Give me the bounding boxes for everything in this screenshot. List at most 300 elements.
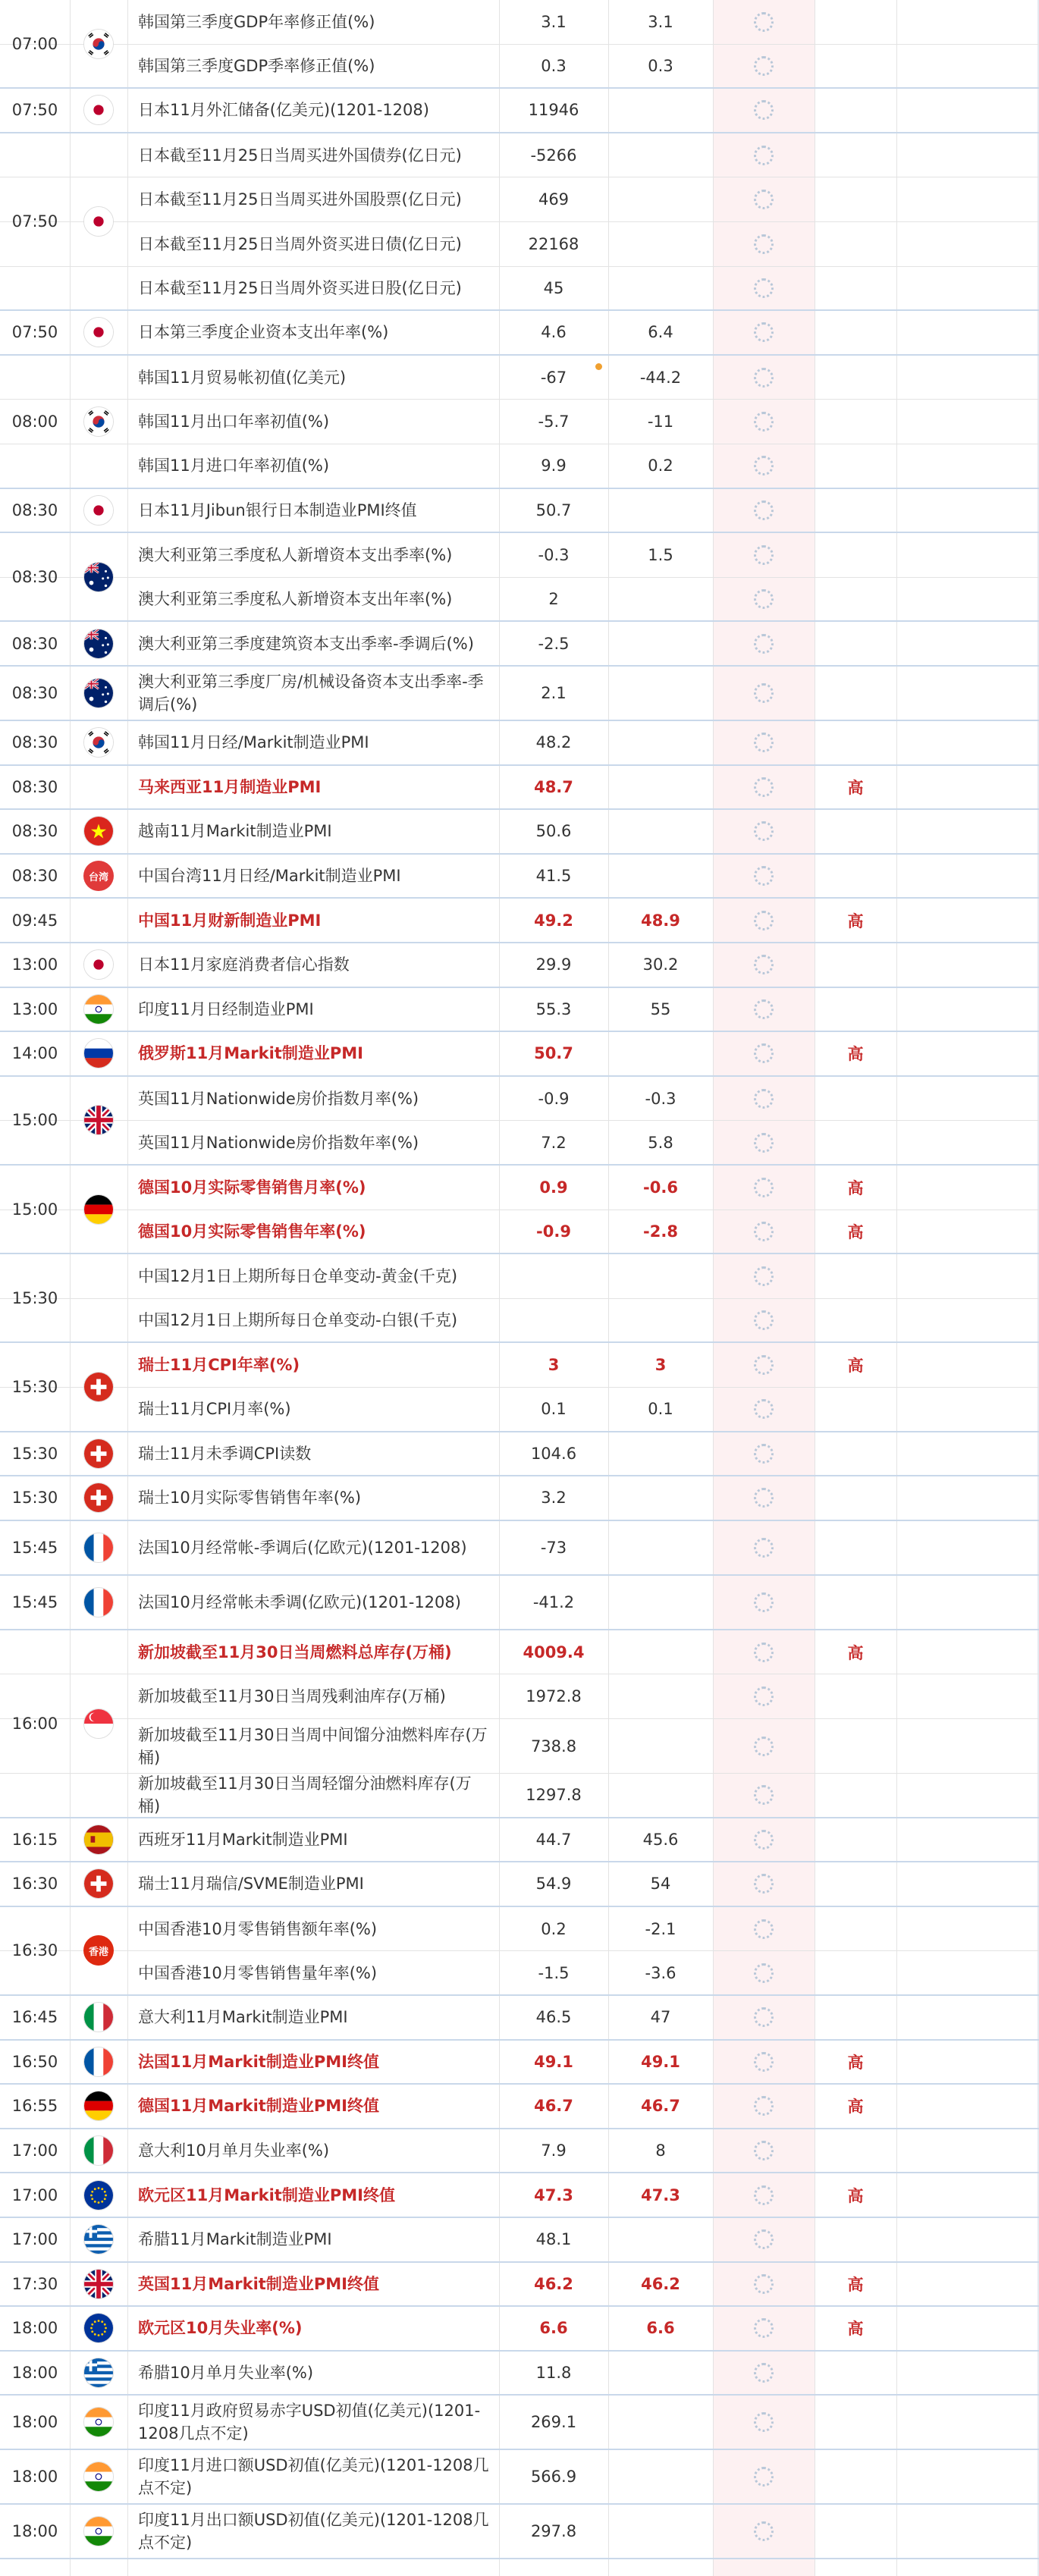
country-flag-cell bbox=[70, 1254, 127, 1341]
actual-value bbox=[713, 2396, 815, 2449]
time-group bbox=[0, 2352, 127, 2396]
eurozone-flag-icon bbox=[83, 2180, 114, 2210]
previous-value: -0.9 bbox=[538, 1089, 570, 1108]
forecast-value: 6.4 bbox=[648, 323, 673, 342]
forecast-value: 0.2 bbox=[648, 457, 673, 475]
switzerland-flag-icon bbox=[83, 1868, 114, 1899]
actual-value bbox=[713, 2218, 815, 2261]
previous-value: 50.7 bbox=[534, 1044, 573, 1063]
blank-cell bbox=[896, 1951, 1037, 1994]
loading-spinner-icon bbox=[754, 733, 774, 752]
time-group bbox=[0, 489, 127, 534]
blank-cell bbox=[896, 1121, 1037, 1164]
importance-label: 高 bbox=[847, 911, 864, 930]
forecast-value bbox=[608, 1299, 713, 1342]
event-row[interactable] bbox=[0, 1254, 1039, 1299]
blank-cell bbox=[896, 2505, 1037, 2558]
importance-label bbox=[815, 1576, 896, 1629]
event-row[interactable] bbox=[0, 1996, 1039, 2041]
actual-value bbox=[713, 988, 815, 1031]
country-flag-cell bbox=[70, 489, 127, 532]
india-flag-icon bbox=[83, 2516, 114, 2546]
event-name: 韩国11月进口年率初值(%) bbox=[138, 457, 330, 475]
actual-value bbox=[713, 311, 815, 354]
loading-spinner-icon bbox=[754, 1444, 774, 1464]
event-row[interactable] bbox=[0, 2396, 1039, 2450]
loading-spinner-icon bbox=[754, 1089, 774, 1109]
italy-flag-icon bbox=[83, 2135, 114, 2166]
time-group bbox=[0, 533, 127, 622]
event-row[interactable] bbox=[0, 1032, 1039, 1077]
event-row[interactable] bbox=[0, 1521, 1039, 1576]
country-flag-cell bbox=[70, 1077, 127, 1164]
time-group bbox=[0, 1432, 127, 1477]
event-time: 16:45 bbox=[11, 2008, 58, 2027]
event-name: 中国11月财新制造业PMI bbox=[138, 911, 322, 930]
time-group bbox=[0, 2085, 127, 2129]
actual-value bbox=[713, 400, 815, 444]
blank-cell bbox=[896, 1254, 1037, 1298]
actual-value bbox=[713, 766, 815, 809]
event-name: 日本11月家庭消费者信心指数 bbox=[138, 955, 350, 974]
actual-value bbox=[713, 899, 815, 942]
previous-value: 49.2 bbox=[534, 911, 573, 930]
country-flag-cell bbox=[70, 533, 127, 620]
actual-value bbox=[713, 444, 815, 488]
actual-value bbox=[713, 2352, 815, 2395]
country-flag-cell bbox=[70, 2173, 127, 2217]
country-flag-cell bbox=[70, 721, 127, 764]
actual-value bbox=[713, 810, 815, 853]
loading-spinner-icon bbox=[754, 2412, 774, 2432]
importance-label: 高 bbox=[847, 2320, 864, 2339]
actual-value bbox=[713, 578, 815, 621]
eurozone-flag-icon bbox=[83, 2313, 114, 2343]
country-flag-cell bbox=[70, 2041, 127, 2084]
time-group bbox=[0, 1630, 127, 1818]
importance-label: 高 bbox=[847, 2186, 864, 2205]
importance-label bbox=[815, 1077, 896, 1121]
importance-label bbox=[815, 1719, 896, 1773]
forecast-value: 49.1 bbox=[641, 2052, 680, 2071]
previous-value: 0.2 bbox=[541, 1919, 567, 1938]
event-row[interactable] bbox=[0, 1388, 1039, 1432]
country-flag-cell bbox=[70, 2085, 127, 2128]
event-row[interactable] bbox=[0, 1630, 1039, 1675]
event-row[interactable] bbox=[0, 45, 1039, 89]
blank-cell bbox=[896, 1476, 1037, 1520]
country-flag-cell bbox=[70, 899, 127, 942]
event-row[interactable] bbox=[0, 2505, 1039, 2559]
blank-cell bbox=[896, 1907, 1037, 1951]
event-row[interactable] bbox=[0, 0, 1039, 45]
event-name: 日本11月外汇储备(亿美元)(1201-1208) bbox=[138, 101, 429, 120]
actual-value bbox=[713, 1674, 815, 1718]
importance-label bbox=[815, 267, 896, 310]
event-row[interactable] bbox=[0, 766, 1039, 811]
forecast-value: 48.9 bbox=[641, 911, 680, 930]
country-flag-cell bbox=[70, 1432, 127, 1476]
time-group bbox=[0, 1996, 127, 2041]
loading-spinner-icon bbox=[754, 2521, 774, 2541]
event-name: 中国香港10月零售销售量年率(%) bbox=[138, 1963, 378, 1982]
event-row[interactable] bbox=[0, 2173, 1039, 2218]
blank-cell bbox=[896, 400, 1037, 444]
event-row[interactable] bbox=[0, 2129, 1039, 2174]
event-row[interactable] bbox=[0, 133, 1039, 178]
loading-spinner-icon bbox=[754, 1538, 774, 1558]
blank-cell bbox=[896, 1210, 1037, 1253]
previous-value: 50.7 bbox=[535, 500, 572, 519]
forecast-value bbox=[608, 1476, 713, 1520]
event-row[interactable] bbox=[0, 311, 1039, 356]
event-row[interactable] bbox=[0, 855, 1039, 899]
event-name: 西班牙11月Markit制造业PMI bbox=[138, 1830, 348, 1849]
event-row[interactable] bbox=[0, 1299, 1039, 1344]
importance-label bbox=[815, 2450, 896, 2503]
actual-value bbox=[713, 45, 815, 88]
country-flag-cell bbox=[70, 0, 127, 87]
event-name: 希腊10月单月失业率(%) bbox=[138, 2364, 314, 2383]
india-flag-icon bbox=[83, 994, 114, 1024]
event-name: 日本11月Jibun银行日本制造业PMI终值 bbox=[138, 500, 417, 519]
actual-value bbox=[713, 267, 815, 310]
importance-label: 高 bbox=[847, 1222, 864, 1241]
event-row[interactable] bbox=[0, 1951, 1039, 1996]
event-row[interactable] bbox=[0, 2352, 1039, 2396]
country-flag-cell bbox=[70, 2352, 127, 2395]
event-row[interactable] bbox=[0, 1077, 1039, 1122]
time-group bbox=[0, 133, 127, 311]
forecast-value: 46.2 bbox=[641, 2274, 680, 2293]
loading-spinner-icon bbox=[754, 322, 774, 342]
blank-cell bbox=[896, 855, 1037, 898]
forecast-value: 1.5 bbox=[648, 545, 673, 564]
event-row[interactable] bbox=[0, 444, 1039, 489]
event-name: 瑞士11月未季调CPI读数 bbox=[138, 1444, 312, 1463]
actual-value bbox=[713, 1818, 815, 1862]
loading-spinner-icon bbox=[754, 1874, 774, 1894]
loading-spinner-icon bbox=[754, 190, 774, 209]
country-flag-cell bbox=[70, 1521, 127, 1574]
australia-flag-icon bbox=[83, 678, 114, 708]
country-flag-cell bbox=[70, 943, 127, 987]
singapore-flag-icon bbox=[83, 1708, 114, 1739]
blank-cell bbox=[896, 222, 1037, 266]
italy-flag-icon bbox=[83, 2002, 114, 2032]
importance-label bbox=[815, 1674, 896, 1718]
actual-value bbox=[713, 1432, 815, 1476]
time-group bbox=[0, 1343, 127, 1432]
forecast-value bbox=[608, 2396, 713, 2449]
event-row[interactable] bbox=[0, 1674, 1039, 1719]
greece-flag-icon bbox=[83, 2224, 114, 2254]
loading-spinner-icon bbox=[754, 1399, 774, 1419]
time-group bbox=[0, 988, 127, 1033]
previous-value: -67 bbox=[540, 368, 567, 387]
forecast-value bbox=[608, 1032, 713, 1075]
time-group bbox=[0, 1818, 127, 1863]
time-group bbox=[0, 1521, 127, 1576]
forecast-value bbox=[608, 1674, 713, 1718]
south-korea-flag-icon bbox=[83, 406, 114, 437]
actual-value bbox=[713, 855, 815, 898]
forecast-value bbox=[608, 721, 713, 764]
actual-value bbox=[713, 2085, 815, 2128]
event-row[interactable] bbox=[0, 89, 1039, 133]
actual-value bbox=[713, 1907, 815, 1951]
country-flag-cell bbox=[70, 622, 127, 665]
importance-label: 高 bbox=[847, 2275, 864, 2294]
event-row[interactable] bbox=[0, 1862, 1039, 1907]
previous-value: -1.5 bbox=[538, 1963, 570, 1982]
importance-label: 高 bbox=[847, 2098, 864, 2116]
event-name: 马来西亚11月制造业PMI bbox=[138, 777, 322, 796]
loading-spinner-icon bbox=[754, 1310, 774, 1330]
actual-value bbox=[713, 1343, 815, 1387]
event-name: 欧元区11月Markit制造业PMI终值 bbox=[138, 2185, 395, 2204]
country-flag-cell bbox=[70, 1032, 127, 1075]
importance-label bbox=[815, 133, 896, 177]
actual-value bbox=[713, 1476, 815, 1520]
germany-flag-icon bbox=[83, 1194, 114, 1225]
importance-label bbox=[815, 1862, 896, 1906]
loading-spinner-icon bbox=[754, 56, 774, 76]
time-group bbox=[0, 1476, 127, 1521]
event-row[interactable] bbox=[0, 2263, 1039, 2308]
previous-value: 4009.4 bbox=[523, 1643, 585, 1661]
previous-value: 469 bbox=[538, 190, 570, 209]
previous-value: 297.8 bbox=[530, 2522, 577, 2541]
event-row[interactable] bbox=[0, 1907, 1039, 1952]
actual-value bbox=[713, 222, 815, 266]
actual-value bbox=[713, 0, 815, 44]
event-row[interactable] bbox=[0, 2041, 1039, 2085]
india-flag-icon bbox=[83, 2461, 114, 2492]
previous-value: 1972.8 bbox=[526, 1687, 582, 1706]
actual-value bbox=[713, 2129, 815, 2173]
actual-value bbox=[713, 1576, 815, 1629]
loading-spinner-icon bbox=[754, 1592, 774, 1612]
japan-flag-icon bbox=[83, 495, 114, 526]
blank-cell bbox=[896, 311, 1037, 354]
forecast-value: -3.6 bbox=[645, 1963, 676, 1982]
event-time: 16:30 bbox=[11, 1941, 58, 1960]
blank-cell bbox=[896, 667, 1037, 720]
event-name: 意大利11月Markit制造业PMI bbox=[138, 2008, 348, 2027]
actual-value bbox=[713, 1388, 815, 1431]
country-flag-cell bbox=[70, 1166, 127, 1253]
event-name: 瑞士11月CPI月率(%) bbox=[138, 1400, 291, 1419]
forecast-value: 47.3 bbox=[641, 2185, 680, 2204]
event-time: 07:50 bbox=[11, 323, 58, 342]
loading-spinner-icon bbox=[754, 1178, 774, 1197]
importance-label bbox=[815, 1951, 896, 1994]
loading-spinner-icon bbox=[754, 100, 774, 120]
event-row[interactable] bbox=[0, 2450, 1039, 2505]
actual-value bbox=[713, 489, 815, 532]
forecast-value: -2.8 bbox=[643, 1222, 678, 1241]
event-row[interactable] bbox=[0, 988, 1039, 1033]
event-row[interactable] bbox=[0, 2218, 1039, 2263]
event-row[interactable] bbox=[0, 1210, 1039, 1255]
blank-cell bbox=[896, 2307, 1037, 2350]
event-row[interactable] bbox=[0, 899, 1039, 943]
event-name: 法国11月Markit制造业PMI终值 bbox=[138, 2052, 379, 2071]
event-row[interactable] bbox=[0, 489, 1039, 534]
event-time: 14:00 bbox=[11, 1044, 58, 1063]
blank-cell bbox=[896, 2129, 1037, 2173]
event-row[interactable] bbox=[0, 622, 1039, 667]
loading-spinner-icon bbox=[754, 1737, 774, 1756]
event-row[interactable] bbox=[0, 1818, 1039, 1863]
event-row[interactable] bbox=[0, 267, 1039, 312]
event-time: 16:55 bbox=[11, 2097, 58, 2116]
event-row[interactable] bbox=[0, 2307, 1039, 2352]
event-time: 18:00 bbox=[11, 2522, 58, 2541]
loading-spinner-icon bbox=[754, 1133, 774, 1153]
forecast-value: 0.3 bbox=[648, 56, 673, 75]
country-flag-cell bbox=[70, 1343, 127, 1430]
actual-value bbox=[713, 2263, 815, 2306]
event-time: 18:00 bbox=[11, 2413, 58, 2432]
forecast-value bbox=[608, 766, 713, 809]
event-row[interactable] bbox=[0, 177, 1039, 222]
loading-spinner-icon bbox=[754, 866, 774, 886]
previous-value: 45 bbox=[543, 278, 564, 297]
loading-spinner-icon bbox=[754, 2229, 774, 2249]
importance-label: 高 bbox=[847, 1357, 864, 1376]
forecast-value bbox=[608, 2450, 713, 2503]
event-name: 日本截至11月25日当周买进外国债券(亿日元) bbox=[138, 146, 462, 165]
loading-spinner-icon bbox=[754, 777, 774, 797]
event-row[interactable] bbox=[0, 1432, 1039, 1477]
blank-cell bbox=[896, 1343, 1037, 1387]
event-name: 日本截至11月25日当周外资买进日债(亿日元) bbox=[138, 234, 462, 253]
previous-value: 55.3 bbox=[535, 999, 572, 1018]
event-name: 中国12月1日上期所每日仓单变动-黄金(千克) bbox=[138, 1266, 458, 1285]
event-row[interactable] bbox=[0, 1166, 1039, 1210]
previous-value: 11946 bbox=[528, 101, 579, 120]
event-row[interactable] bbox=[0, 1576, 1039, 1630]
country-flag-cell bbox=[70, 766, 127, 809]
forecast-value bbox=[608, 2352, 713, 2395]
loading-spinner-icon bbox=[754, 1686, 774, 1706]
previous-value: -0.3 bbox=[538, 545, 570, 564]
actual-value bbox=[713, 177, 815, 221]
time-group bbox=[0, 667, 127, 721]
event-time: 08:30 bbox=[11, 684, 58, 702]
event-row[interactable] bbox=[0, 222, 1039, 267]
event-name: 日本截至11月25日当周外资买进日股(亿日元) bbox=[138, 278, 462, 297]
previous-value: 3.2 bbox=[541, 1489, 567, 1508]
forecast-value: 45.6 bbox=[642, 1830, 679, 1849]
event-row[interactable] bbox=[0, 1476, 1039, 1521]
actual-value bbox=[713, 89, 815, 132]
blank-cell bbox=[896, 721, 1037, 764]
event-row[interactable] bbox=[0, 533, 1039, 578]
blank-cell bbox=[896, 1862, 1037, 1906]
importance-label bbox=[815, 533, 896, 577]
blank-cell bbox=[896, 1432, 1037, 1476]
previous-value: 4.6 bbox=[541, 323, 567, 342]
importance-label bbox=[815, 1907, 896, 1951]
event-row[interactable] bbox=[0, 943, 1039, 988]
event-row[interactable] bbox=[0, 1343, 1039, 1388]
event-row[interactable] bbox=[0, 2085, 1039, 2129]
event-name: 印度11月日经制造业PMI bbox=[138, 999, 314, 1018]
vietnam-flag-icon bbox=[83, 816, 114, 846]
event-time: 07:50 bbox=[11, 212, 58, 231]
country-flag-cell bbox=[70, 89, 127, 132]
event-row[interactable] bbox=[0, 810, 1039, 855]
country-flag-cell bbox=[70, 2450, 127, 2503]
event-time: 15:00 bbox=[11, 1111, 58, 1130]
forecast-value: -2.1 bbox=[645, 1919, 676, 1938]
previous-value: 54.9 bbox=[535, 1875, 572, 1894]
event-row[interactable] bbox=[0, 1774, 1039, 1818]
previous-value: 44.7 bbox=[535, 1830, 572, 1849]
importance-label bbox=[815, 943, 896, 987]
importance-label bbox=[815, 1521, 896, 1574]
previous-value: 7.9 bbox=[541, 2141, 567, 2160]
importance-label bbox=[815, 1476, 896, 1520]
importance-label bbox=[815, 356, 896, 400]
forecast-value: 6.6 bbox=[646, 2319, 675, 2338]
japan-flag-icon bbox=[83, 949, 114, 980]
previous-value: 48.7 bbox=[534, 777, 573, 796]
event-row[interactable] bbox=[0, 667, 1039, 721]
importance-label bbox=[815, 855, 896, 898]
event-row[interactable] bbox=[0, 1121, 1039, 1166]
loading-spinner-icon bbox=[754, 911, 774, 930]
event-time: 15:30 bbox=[11, 1489, 58, 1508]
event-row[interactable] bbox=[0, 356, 1039, 400]
previous-value: 6.6 bbox=[539, 2319, 568, 2338]
previous-value: -41.2 bbox=[532, 1592, 575, 1611]
country-flag-cell bbox=[70, 855, 127, 898]
loading-spinner-icon bbox=[754, 368, 774, 387]
event-row[interactable] bbox=[0, 400, 1039, 444]
event-row[interactable] bbox=[0, 578, 1039, 623]
event-time: 08:30 bbox=[11, 867, 58, 886]
france-flag-icon bbox=[83, 2047, 114, 2077]
previous-value: 46.7 bbox=[534, 2097, 573, 2116]
event-name: 澳大利亚第三季度私人新增资本支出年率(%) bbox=[138, 590, 453, 609]
time-group bbox=[0, 1166, 127, 1254]
actual-value bbox=[713, 1299, 815, 1342]
blank-cell bbox=[896, 2041, 1037, 2084]
event-row[interactable] bbox=[0, 721, 1039, 766]
loading-spinner-icon bbox=[754, 1830, 774, 1850]
country-flag-cell bbox=[70, 988, 127, 1031]
time-group bbox=[0, 2041, 127, 2085]
previous-value bbox=[499, 1299, 608, 1342]
event-name: 英国11月Nationwide房价指数月率(%) bbox=[138, 1089, 419, 1108]
blank-cell bbox=[896, 1719, 1037, 1773]
event-name: 瑞士11月瑞信/SVME制造业PMI bbox=[138, 1875, 364, 1894]
time-group bbox=[0, 2396, 127, 2450]
importance-label bbox=[815, 2129, 896, 2173]
event-name: 意大利10月单月失业率(%) bbox=[138, 2141, 330, 2160]
event-time: 15:00 bbox=[11, 1200, 58, 1219]
previous-value: 738.8 bbox=[530, 1737, 577, 1756]
loading-spinner-icon bbox=[754, 1266, 774, 1286]
country-flag-cell bbox=[70, 667, 127, 720]
loading-spinner-icon bbox=[754, 2052, 774, 2072]
loading-spinner-icon bbox=[754, 2467, 774, 2487]
event-row[interactable] bbox=[0, 1719, 1039, 1774]
